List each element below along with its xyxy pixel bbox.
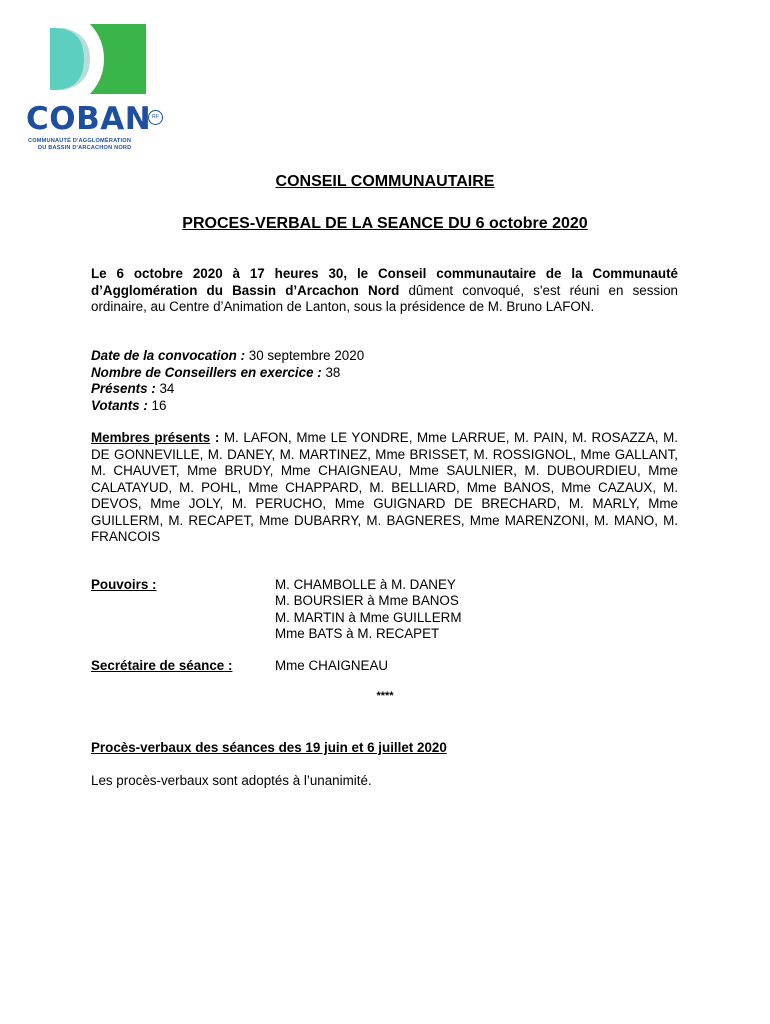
meta-convocation-value: 30 septembre 2020: [245, 348, 365, 363]
members-colon: :: [210, 430, 224, 445]
meta-presents: [91, 381, 678, 398]
meta-conseillers-value: 38: [321, 364, 341, 380]
coban-logo-mark: [50, 24, 146, 94]
document-title: CONSEIL COMMUNAUTAIRE: [275, 173, 495, 190]
secretaire-label-row: [91, 658, 232, 673]
logo-wordmark: COBAN: [26, 101, 152, 137]
pouvoirs-label-row: [91, 577, 156, 592]
section-separator: ****: [376, 690, 394, 702]
logo-subtitle: [28, 138, 178, 152]
pouvoirs-list: [275, 577, 462, 642]
meta-votants-label: Votants :: [91, 397, 148, 413]
meta-presents-value: 34: [155, 381, 175, 396]
coban-logo: [26, 24, 176, 154]
intro-paragraph: [91, 266, 678, 316]
meta-conseillers-label: Nombre de Conseillers en exercice :: [91, 364, 322, 380]
proces-verbaux-text: Les procès-verbaux sont adoptés à l’unanimité.: [91, 773, 372, 788]
intro-bold: Le 6 octobre 2020 à 17 heures 30, le Conseil communautaire de la Communauté d’Agglomération du Bassin d’Arcachon Nord: [91, 266, 678, 298]
meta-presents-label: Présents :: [91, 381, 156, 396]
meta-convocation: [91, 348, 678, 365]
logo-subtitle-line-1: COMMUNAUTÉ D'AGGLOMÉRATION: [28, 138, 132, 144]
secretaire-colon: :: [224, 658, 233, 673]
pouvoirs-colon: :: [148, 577, 157, 592]
document-subtitle: PROCES-VERBAL DE LA SEANCE DU 6 octobre 2020: [182, 215, 588, 232]
intro-rest: dûment convoqué, s'est réuni en session ordinaire, au Centre d’Animation de Lanton, sous la présidence de M. Bruno LAFON.: [91, 282, 679, 314]
pouvoir-item: M. MARTIN à Mme GUILLERM: [275, 609, 462, 625]
proces-verbaux-heading: Procès-verbaux des séances des 19 juin et 6 juillet 2020: [91, 740, 447, 755]
secretaire-label: Secrétaire de séance: [91, 658, 225, 673]
members-list: M. LAFON, Mme LE YONDRE, Mme LARRUE, M. PAIN, M. ROSAZZA, M. DE GONNEVILLE, M. DANEY, M. MARTINEZ, Mme BRISSET, M. ROSSIGNOL, Mme GALLANT, M. CHAUVET, Mme BRUDY, Mme CHAIGNEAU, Mme SAULNIER, M. DUBOURDIEU, Mme CALATAYUD, M. POHL, Mme CHAPPARD, M. BELLIARD, Mme BANOS, Mme CAZAUX, M. DEVOS, Mme JOLY, M. PERUCHO, Mme GUIGNARD DE BRECHARD, M. MARLY, Mme GUILLERM, M. RECAPET, Mme DUBARRY, M. BAGNERES, Mme MARENZONI, M. MANO, M. FRANCOIS: [91, 430, 678, 544]
meta-votants: [91, 398, 678, 415]
registered-mark: RF: [148, 110, 163, 125]
pouvoir-item: M. CHAMBOLLE à M. DANEY: [275, 577, 456, 592]
pouvoir-item: Mme BATS à M. RECAPET: [275, 625, 440, 641]
logo-subtitle-line-2: DU BASSIN D'ARCACHON NORD: [38, 145, 132, 151]
pouvoir-item: M. BOURSIER à Mme BANOS: [275, 593, 459, 609]
meta-conseillers: [91, 365, 678, 382]
meta-convocation-label: Date de la convocation :: [91, 348, 246, 363]
pouvoirs-label: Pouvoirs: [91, 577, 149, 592]
meta-votants-value: 16: [147, 397, 167, 413]
members-present: [91, 430, 678, 546]
secretaire-value: Mme CHAIGNEAU: [275, 658, 389, 673]
meeting-meta: [91, 348, 678, 414]
members-label: Membres présents: [91, 430, 211, 445]
